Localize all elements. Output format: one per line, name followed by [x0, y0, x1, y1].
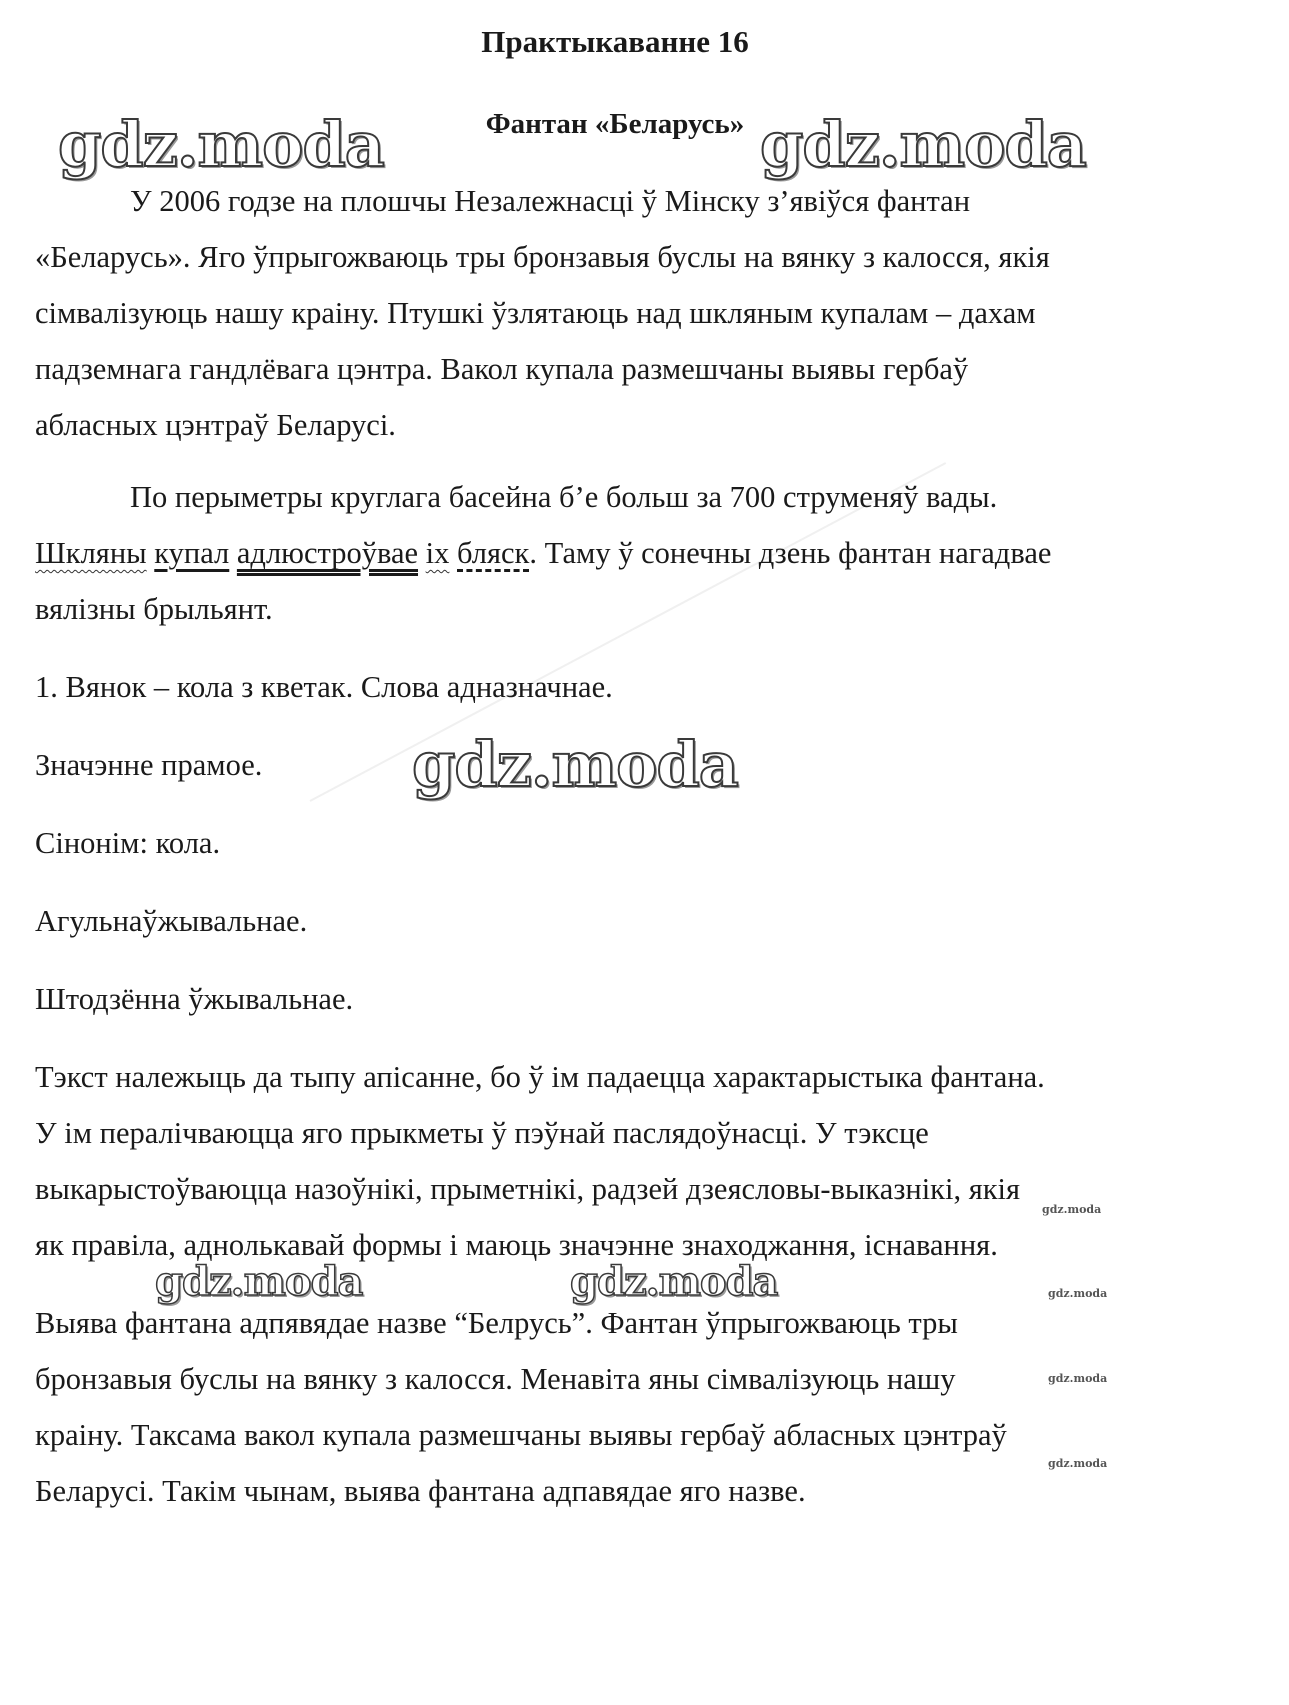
- paragraph1-line: падземнага гандлёвага цэнтра. Вакол купала размешчаны выявы гербаў: [35, 352, 969, 386]
- analysis-line: краіну. Таксама вакол купала размешчаны выявы гербаў абласных цэнтраў: [35, 1418, 1007, 1452]
- watermark-small: gdz.moda: [1048, 1287, 1108, 1300]
- subject-word: Шкляны: [35, 536, 147, 570]
- answer-line: Агульнаўжывальнае.: [35, 904, 308, 938]
- paragraph2-line: вялізны брыльянт.: [35, 592, 273, 626]
- watermark-logo: gdz.moda: [760, 108, 1086, 181]
- paragraph2-line: [35, 538, 1051, 569]
- analysis-line: У ім пералічваюцца яго прыкметы ў пэўнай паслядоўнасці. У тэксце: [35, 1116, 929, 1150]
- exercise-title: Практыкаванне 16: [481, 24, 749, 59]
- analysis-line: выкарыстоўваюцца назоўнікі, прыметнікі, радзей дзеясловы-выказнікі, якія: [35, 1172, 1021, 1206]
- watermark-small: gdz.moda: [1048, 1372, 1108, 1385]
- analysis-line: Выява фантана адпявядае назве “Белрусь”. Фантан ўпрыгожваюць тры: [35, 1306, 958, 1340]
- watermark-logo: gdz.moda: [570, 1258, 778, 1305]
- analysis-line: Тэкст належыць да тыпу апісанне, бо ў ім падаецца характарыстыка фантана.: [35, 1060, 1045, 1094]
- analysis-line: як правіла, аднолькавай формы і маюць значэнне знаходжання, існавання.: [35, 1228, 998, 1262]
- answer-line: Значэнне прамое.: [35, 748, 263, 782]
- predicate-word: адлюстроўвае: [236, 536, 419, 570]
- answer-line: 1. Вянок – кола з кветак. Слова адназначнае.: [35, 670, 613, 704]
- paragraph2-line: По перыметры круглага басейна б’е больш за 700 струменяў вады.: [130, 480, 998, 514]
- watermark-logo: gdz.moda: [412, 728, 738, 801]
- watermark-small: gdz.moda: [1042, 1203, 1102, 1216]
- attribute-word: іх: [425, 536, 450, 570]
- analysis-line: бронзавыя буслы на вянку з калосся. Менавіта яны сімвалізуюць нашу: [35, 1362, 956, 1396]
- paragraph2-line-rest: . Таму ў сонечны дзень фантан нагадвае: [529, 536, 1052, 570]
- watermark-logo: gdz.moda: [58, 108, 384, 181]
- paragraph1-line: абласных цэнтраў Беларусі.: [35, 408, 396, 442]
- paragraph1-line: «Беларусь». Яго ўпрыгожваюць тры бронзавыя буслы на вянку з калосся, якія: [35, 240, 1050, 274]
- object-word: бляск: [457, 536, 530, 570]
- text-title: Фантан «Беларусь»: [485, 108, 745, 140]
- watermark-logo: gdz.moda: [155, 1258, 363, 1305]
- answer-line: Сінонім: кола.: [35, 826, 221, 860]
- subject-word: купал: [154, 536, 230, 570]
- answer-line: Штодзённа ўжывальнае.: [35, 982, 354, 1016]
- paragraph1-line: сімвалізуюць нашу краіну. Птушкі ўзлятаюць над шкляным купалам – дахам: [35, 296, 1036, 330]
- paragraph1-line: У 2006 годзе на плошчы Незалежнасці ў Мінску з’явіўся фантан: [130, 184, 971, 218]
- analysis-line: Беларусі. Такім чынам, выява фантана адпавядае яго назве.: [35, 1474, 806, 1508]
- watermark-small: gdz.moda: [1048, 1457, 1108, 1470]
